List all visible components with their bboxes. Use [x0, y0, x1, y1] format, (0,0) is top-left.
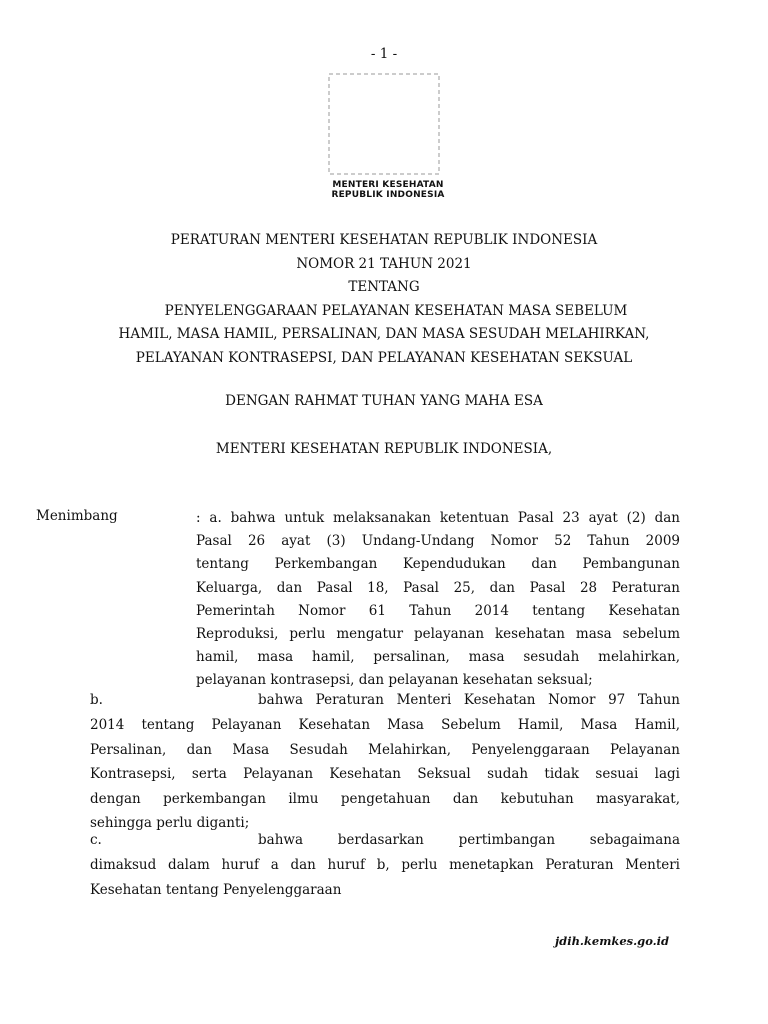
item-a-line: Pemerintah Nomor 61 Tahun 2014 tentang Kesehatan — [196, 602, 680, 619]
title-line5: HAMIL, MASA HAMIL, PERSALINAN, DAN MASA SESUDAH MELAHIRKAN, — [118, 326, 650, 342]
garuda-emblem-icon — [325, 70, 443, 178]
item-c-first-line: bahwa berdasarkan pertimbangan sebagaimana — [258, 832, 680, 848]
title-line2: NOMOR 21 TAHUN 2021 — [296, 255, 472, 272]
item-c-marker: c. — [90, 832, 102, 848]
considering-item-b — [90, 713, 680, 836]
item-c-line: dimaksud dalam huruf a dan huruf b, perlu menetapkan Peraturan Menteri — [90, 857, 680, 873]
item-b-first-line: bahwa Peraturan Menteri Kesehatan Nomor 97 Tahun — [258, 692, 680, 708]
title-line3: TENTANG — [348, 279, 420, 295]
considering-label: Menimbang — [36, 508, 118, 524]
considering-item-c — [90, 853, 680, 902]
emblem-caption — [0, 180, 768, 200]
minister-heading: MENTERI KESEHATAN REPUBLIK INDONESIA, — [215, 441, 553, 457]
item-b-line: Persalinan, dan Masa Sesudah Melahirkan, Penyelenggaraan Pelayanan — [90, 741, 680, 758]
regulation-title — [0, 229, 768, 370]
item-c-line: Kesehatan tentang Penyelenggaraan — [90, 881, 342, 898]
title-line4: PENYELENGGARAAN PELAYANAN KESEHATAN MASA SEBELUM — [164, 302, 628, 319]
item-b-line: 2014 tentang Pelayanan Kesehatan Masa Sebelum Hamil, Masa Hamil, — [90, 717, 680, 733]
item-a-line: Reproduksi, perlu mengatur pelayanan kesehatan masa sebelum — [196, 626, 680, 643]
item-a-line: : a. bahwa untuk melaksanakan ketentuan Pasal 23 ayat (2) dan — [196, 510, 680, 526]
item-a-line: hamil, masa hamil, persalinan, masa sesudah melahirkan, — [196, 649, 680, 666]
item-b-line: dengan perkembangan ilmu pengetahuan dan kebutuhan masyarakat, — [90, 790, 680, 807]
title-line1: PERATURAN MENTERI KESEHATAN REPUBLIK INDONESIA — [170, 232, 598, 248]
item-b-line: Kontrasepsi, serta Pelayanan Kesehatan Seksual sudah tidak sesuai lagi — [90, 766, 680, 782]
considering-item-a — [196, 507, 680, 693]
blessing-heading: DENGAN RAHMAT TUHAN YANG MAHA ESA — [225, 393, 543, 409]
item-a-line: tentang Perkembangan Kependudukan dan Pembangunan — [196, 556, 680, 573]
item-b-line: sehingga perlu diganti; — [90, 815, 250, 831]
page-number: - 1 - — [370, 46, 398, 62]
item-a-line: pelayanan kontrasepsi, dan pelayanan kesehatan seksual; — [196, 672, 593, 689]
item-a-line: Pasal 26 ayat (3) Undang-Undang Nomor 52 Tahun 2009 — [196, 533, 680, 550]
footer-source-link: jdih.kemkes.go.id — [555, 934, 670, 948]
emblem-caption-line1: MENTERI KESEHATAN — [332, 180, 444, 190]
item-b-marker: b. — [90, 692, 103, 708]
title-line6: PELAYANAN KONTRASEPSI, DAN PELAYANAN KESEHATAN SEKSUAL — [135, 349, 633, 366]
item-a-line: Keluarga, dan Pasal 18, Pasal 25, dan Pasal 28 Peraturan — [196, 579, 680, 596]
emblem-caption-line2: REPUBLIK INDONESIA — [331, 190, 445, 200]
